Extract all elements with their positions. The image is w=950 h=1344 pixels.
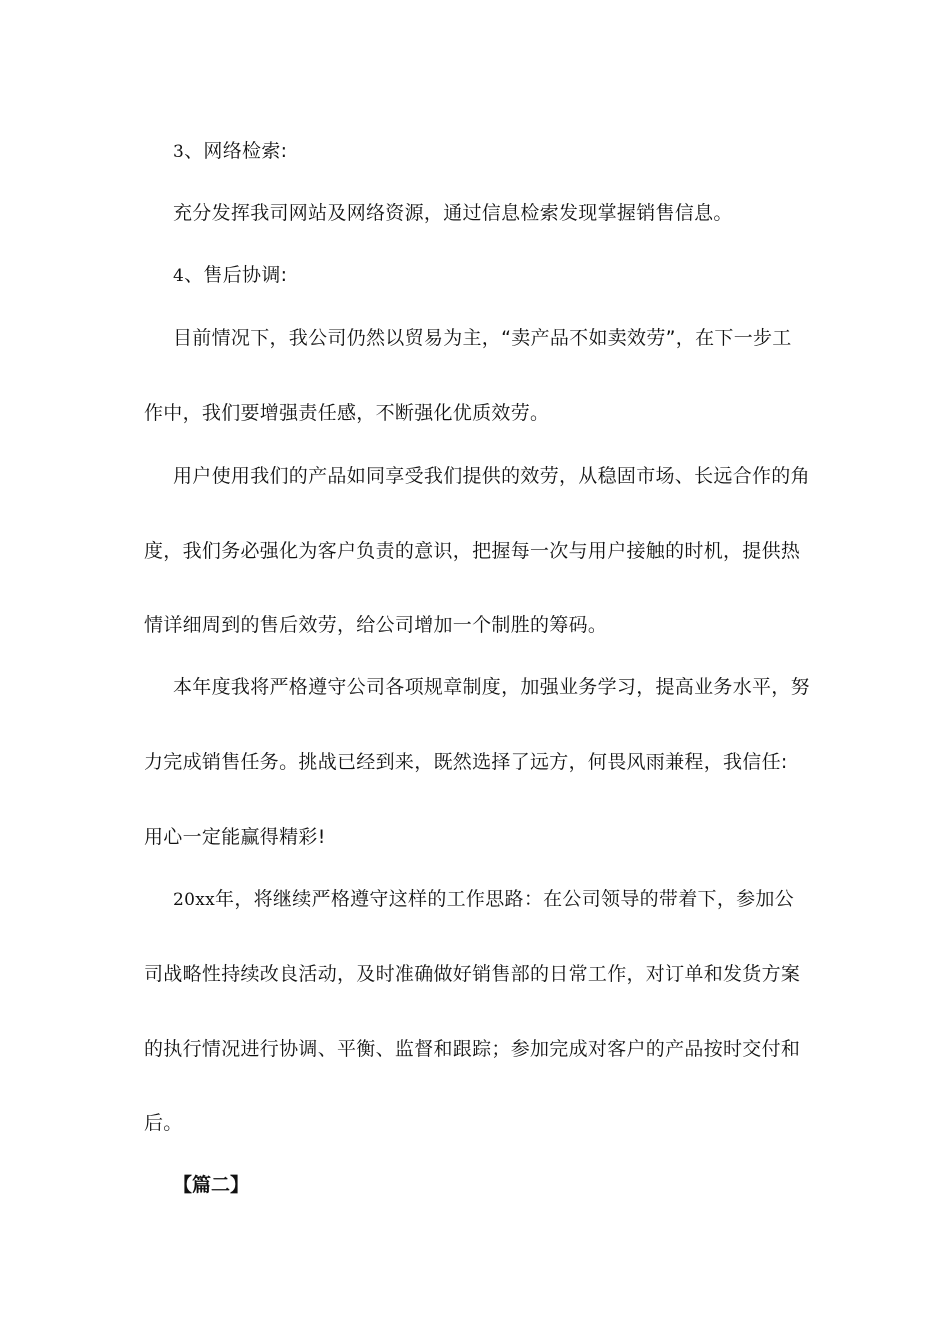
section-4-title: 、售后协调: xyxy=(184,264,288,286)
paragraph-1-line-2: 作中，我们要增强责任感，不断强化优质效劳。 xyxy=(144,402,550,424)
paragraph-2-line-2: 度，我们务必强化为客户负责的意识，把握每一次与用户接触的时机，提供热 xyxy=(144,540,801,562)
paragraph-1-line-1: 目前情况下，我公司仍然以贸易为主，“卖产品不如卖效劳”，在下一步工 xyxy=(173,327,792,349)
part-two-heading: 【篇二】 xyxy=(173,1174,250,1196)
section-3-title: 、网络检索: xyxy=(184,140,288,162)
paragraph-4-line-3: 的执行情况进行协调、平衡、监督和跟踪；参加完成对客户的产品按时交付和 xyxy=(144,1038,801,1060)
paragraph-4-line-2: 司战略性持续改良活动，及时准确做好销售部的日常工作，对订单和发货方案 xyxy=(144,963,801,985)
section-3-number: 3 xyxy=(173,142,185,162)
paragraph-4-line-4: 后。 xyxy=(144,1112,183,1134)
paragraph-3-line-1: 本年度我将严格遵守公司各项规章制度，加强业务学习，提高业务水平，努 xyxy=(173,676,810,698)
section-3-body: 充分发挥我司网站及网络资源，通过信息检索发现掌握销售信息。 xyxy=(173,202,733,224)
paragraph-2-line-1: 用户使用我们的产品如同享受我们提供的效劳，从稳固市场、长远合作的角 xyxy=(173,465,810,487)
paragraph-2-line-3: 情详细周到的售后效劳，给公司增加一个制胜的筹码。 xyxy=(144,614,608,636)
paragraph-3-line-3: 用心一定能赢得精彩! xyxy=(144,826,326,848)
section-4-number: 4 xyxy=(173,266,185,286)
section-4-heading xyxy=(173,262,287,289)
paragraph-4-line-1-text: 年，将继续严格遵守这样的工作思路：在公司领导的带着下，参加公 xyxy=(215,888,795,910)
section-3-heading xyxy=(173,138,287,165)
paragraph-4-line-1 xyxy=(173,886,794,913)
year-label: 20xx xyxy=(173,890,216,910)
paragraph-3-line-2: 力完成销售任务。挑战已经到来，既然选择了远方，何畏风雨兼程，我信任: xyxy=(144,751,788,773)
